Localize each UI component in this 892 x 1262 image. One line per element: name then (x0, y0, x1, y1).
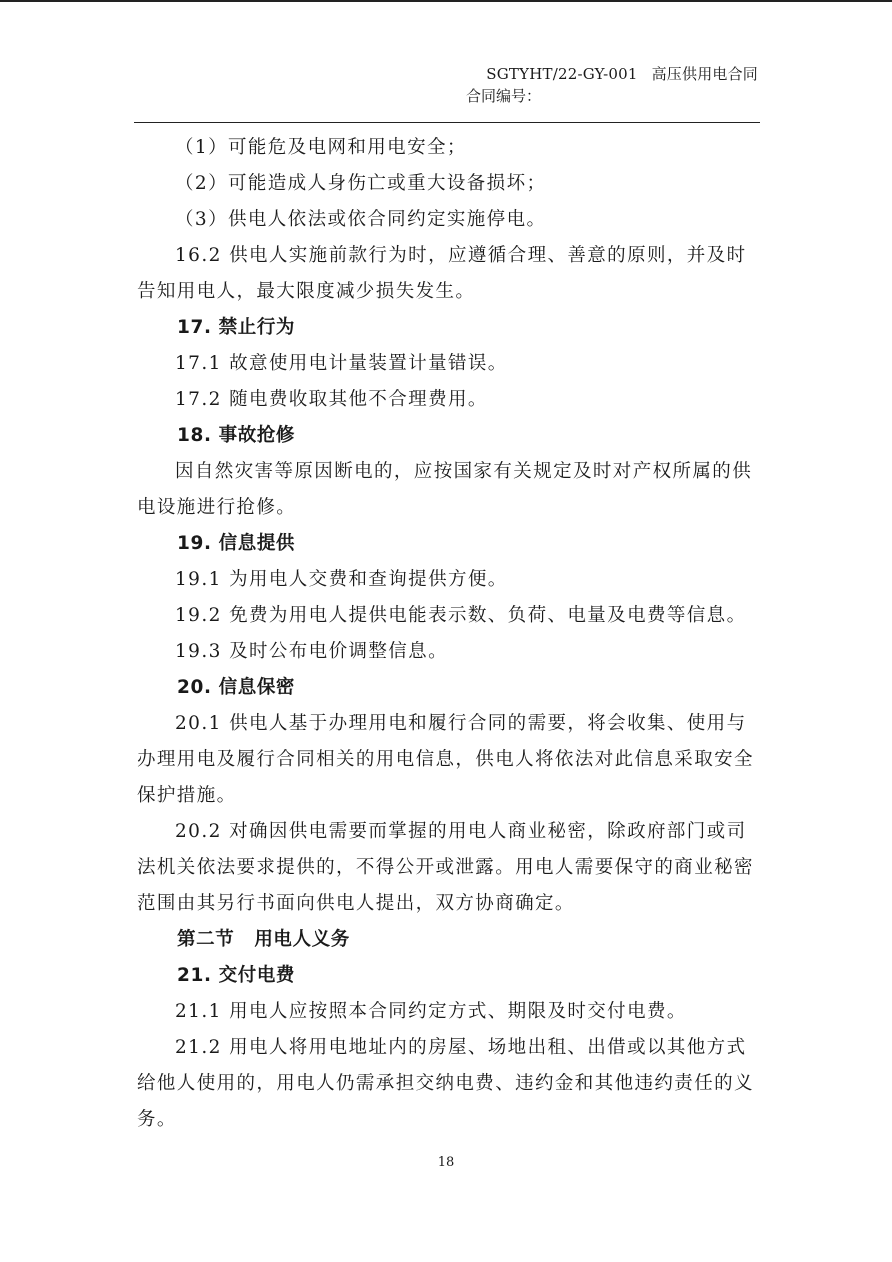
clause-17-2: 17.2 随电费收取其他不合理费用。 (175, 389, 488, 410)
page-number: 18 (437, 1155, 455, 1170)
clause-16-2: 16.2 供电人实施前款行为时，应遵循合理、善意的原则，并及时告知用电人，最大限度减少损失发生。 (137, 245, 747, 302)
header-divider (134, 122, 760, 123)
section-label: 第二节 (177, 929, 235, 950)
heading-18: 18. 事故抢修 (177, 425, 296, 446)
top-edge-rule (0, 0, 892, 2)
clause-21-1: 21.1 用电人应按照本合同约定方式、期限及时交付电费。 (175, 1001, 687, 1022)
heading-19: 19. 信息提供 (177, 533, 296, 554)
document-body (137, 130, 759, 1138)
contract-number-label: 合同编号： (466, 87, 542, 105)
clause-19-2: 19.2 免费为用电人提供电能表示数、负荷、电量及电费等信息。 (175, 605, 747, 626)
clause-21-2: 21.2 用电人将用电地址内的房屋、场地出租、出借或以其他方式给他人使用的，用电人仍需承担交纳电费、违约金和其他违约责任的义务。 (137, 1037, 754, 1130)
clause-20-1: 20.1 供电人基于办理用电和履行合同的需要，将会收集、使用与办理用电及履行合同相关的用电信息，供电人将依法对此信息采取安全保护措施。 (137, 713, 754, 806)
list-item-3: （3）供电人依法或依合同约定实施停电。 (175, 209, 547, 230)
heading-21: 21. 交付电费 (177, 965, 296, 986)
list-item-2: （2）可能造成人身伤亡或重大设备损坏； (175, 173, 547, 194)
heading-17: 17. 禁止行为 (177, 317, 296, 338)
clause-19-1: 19.1 为用电人交费和查询提供方便。 (175, 569, 508, 590)
clause-18: 因自然灾害等原因断电的，应按国家有关规定及时对产权所属的供电设施进行抢修。 (137, 461, 753, 518)
header-document-code (486, 64, 758, 84)
header-title-text: 高压供用电合同 (651, 65, 758, 83)
clause-19-3: 19.3 及时公布电价调整信息。 (175, 641, 448, 662)
clause-17-1: 17.1 故意使用电计量装置计量错误。 (175, 353, 508, 374)
clause-20-2: 20.2 对确因供电需要而掌握的用电人商业秘密，除政府部门或司法机关依法要求提供的，不得公开或泄露。用电人需要保守的商业秘密范围由其另行书面向供电人提出，双方协商确定。 (137, 821, 754, 914)
section-heading (137, 922, 759, 958)
heading-20: 20. 信息保密 (177, 677, 296, 698)
section-title: 用电人义务 (254, 929, 350, 950)
list-item-1: （1）可能危及电网和用电安全； (175, 137, 467, 158)
header-code-text: SGTYHT/22-GY-001 (486, 65, 638, 83)
